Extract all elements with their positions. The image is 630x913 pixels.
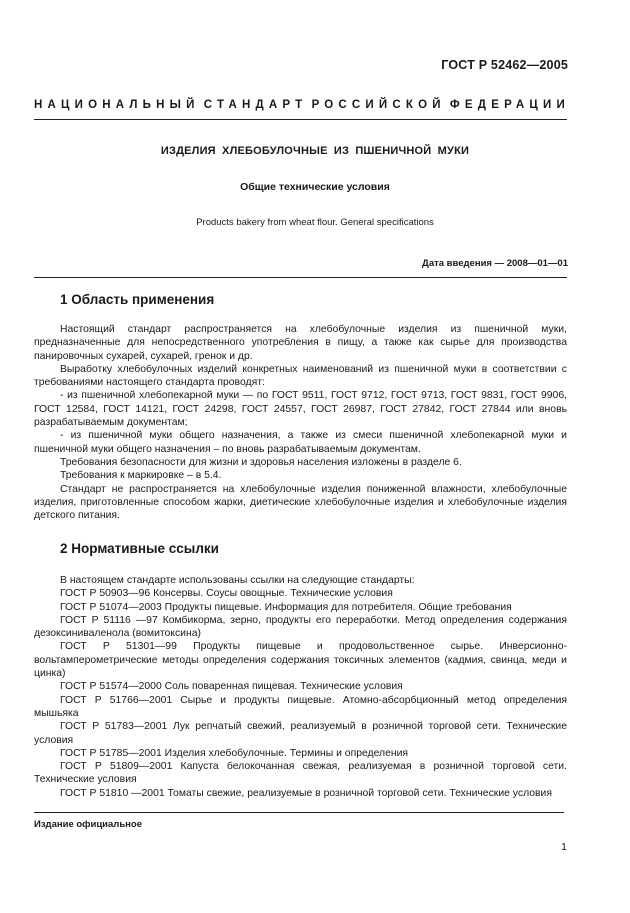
introduction-date: Дата введения — 2008—01—01 [422,258,568,269]
reference-item: ГОСТ Р 51785—2001 Изделия хлебобулочные. Термины и определения [60,747,409,759]
paragraph: Стандарт не распространяется на хлебобулочные изделия пониженной влажности, хлебобулочные изделия, приготовленные способом жарки, диетические хлебобулочные изделия и хлебобулочные изделия детского питания. [34,483,567,522]
section-heading-scope: 1 Область применения [60,292,215,307]
paragraph: Настоящий стандарт распространяется на хлебобулочные изделия из пшеничной муки, предназначенные для непосредственного употребления в пищу, а также как сырье для производства панировочных сухарей, сухарей, гренок и др. [34,324,567,362]
section-body-references [34,574,567,800]
national-title-word: СТАНДАРТ [203,99,308,111]
reference-item: ГОСТ Р 51116 —97 Комбикорма, зерно, продукты его переработки. Метод определения содержания дезоксиниваленола (вомитоксина) [34,614,567,640]
reference-item: ГОСТ Р 51074—2003 Продукты пищевые. Информация для потребителя. Общие требования [60,601,512,613]
reference-item: ГОСТ Р 51783—2001 Лук репчатый свежий, реализуемый в розничной торговой сети. Технические условия [34,721,567,746]
reference-item: ГОСТ Р 51301—99 Продукты пищевые и продовольственное сырье. Инверсионно-вольтамперометрические методы определения содержания токсичных элементов (кадмия, свинца, меди и цинка) [34,641,567,680]
section-heading-references: 2 Нормативные ссылки [60,541,219,556]
reference-item: ГОСТ Р 51574—2000 Соль поваренная пищевая. Технические условия [60,681,403,693]
paragraph: Выработку хлебобулочных изделий конкретных наименований из пшеничной муки в соответствии с требованиями настоящего стандарта проводят: [34,363,567,389]
gost-code: ГОСТ Р 52462—2005 [441,58,568,72]
document-english-title: Products bakery from wheat flour. General specifications [196,217,434,228]
paragraph: Требования безопасности для жизни и здоровья населения изложены в разделе 6. [60,456,462,468]
national-title-word: ФЕДЕРАЦИИ [449,99,570,111]
national-standard-title [34,99,570,111]
middle-rule [34,277,567,278]
document-subtitle: Общие технические условия [240,181,390,193]
top-rule [34,119,567,120]
paragraph: - из пшеничной муки общего назначения, а также из смеси пшеничной хлебопекарной муки и пшеничной муки общего назначения – по вновь разрабатываемым документам. [34,430,567,455]
reference-item: ГОСТ Р 50903—96 Консервы. Соусы овощные. Технические условия [60,588,393,600]
national-title-word: НАЦИОНАЛЬНЫЙ [34,99,200,111]
national-title-word: РОССИЙСКОЙ [311,99,446,111]
page-number: 1 [561,841,567,853]
official-edition-label: Издание официальное [34,819,142,830]
reference-item: ГОСТ Р 51810 —2001 Томаты свежие, реализуемые в розничной торговой сети. Технические условия [60,787,552,799]
reference-item: ГОСТ Р 51766—2001 Сырье и продукты пищевые. Атомно-абсорбционный метод определения мышьяка [34,694,567,719]
document-title: ИЗДЕЛИЯ ХЛЕБОБУЛОЧНЫЕ ИЗ ПШЕНИЧНОЙ МУКИ [160,145,470,157]
paragraph: Требования к маркировке – в 5.4. [60,470,222,482]
paragraph: В настоящем стандарте использованы ссылки на следующие стандарты: [60,575,415,586]
section-body-scope [34,323,567,522]
bottom-rule [34,812,564,813]
paragraph: - из пшеничной хлебопекарной муки — по ГОСТ 9511, ГОСТ 9712, ГОСТ 9713, ГОСТ 9831, ГОСТ 9906, ГОСТ 12584, ГОСТ 14121, ГОСТ 24298, ГОСТ 24557, ГОСТ 26987, ГОСТ 27842, ГОСТ 27844 или вновь разрабатываемым документам; [34,390,567,429]
reference-item: ГОСТ Р 51809—2001 Капуста белокочанная свежая, реализуемая в розничной торговой сети. Технические условия [34,761,567,786]
